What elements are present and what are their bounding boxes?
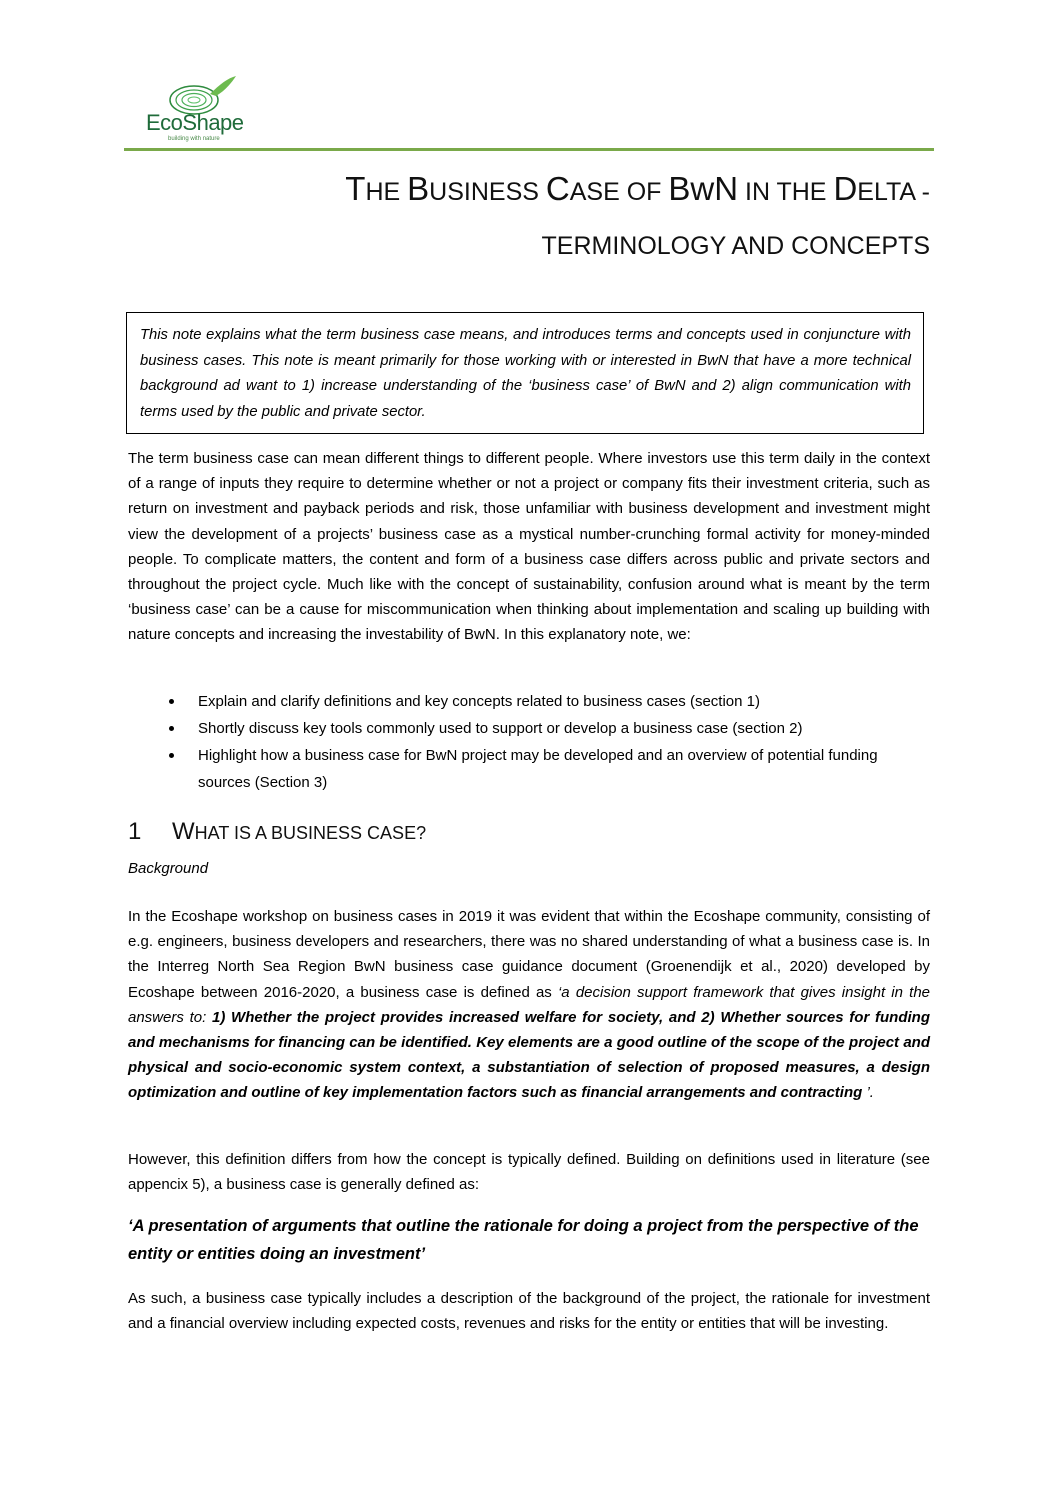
- closing-paragraph: As such, a business case typically includes a description of the background of the project, the rationale for investment and a financial overview including expected costs, revenues and risks for the entity or entities that will be investing.: [128, 1290, 930, 1333]
- ecoshape-logo: [138, 70, 248, 146]
- list-item: Explain and clarify definitions and key concepts related to business cases (section 1): [160, 688, 930, 715]
- logo-tagline: building with nature: [168, 136, 220, 142]
- title-line-1: THE BUSINESS CASE OF BwN IN THE DELTA -: [345, 170, 930, 207]
- logo-wordmark: EcoShape: [146, 110, 244, 135]
- intro-paragraph: The term business case can mean different things to different people. Where investors use this term daily in the context of a range of inputs they require to determine whether or not a project or company fits their investment criteria, such as return on investment and payback periods and risk, those unfamiliar with business development and investment might view the development of a projects’ business case as a mystical number-crunching formal activity for money-minded people. To complicate matters, the content and form of a business case differs across public and private sectors and throughout the project cycle. Much like with the concept of sustainability, confusion around what is meant by the term ‘business case’ can be a cause for miscommunication when thinking about implementation and scaling up building with nature concepts and increasing the investability of BwN. In this explanatory note, we:: [128, 450, 930, 644]
- however-paragraph: However, this definition differs from how the concept is typically defined. Building on definitions used in literature (see appencix 5), a business case is generally defined as:: [128, 1151, 930, 1194]
- section-heading: 1 WHAT IS A BUSINESS CASE?: [128, 818, 427, 845]
- bullet-list: [160, 688, 930, 796]
- definition-quote: ‘A presentation of arguments that outline the rationale for doing a project from the perspective of the entity or entities doing an investment’: [128, 1217, 919, 1263]
- title-line-2: TERMINOLOGY AND CONCEPTS: [541, 232, 930, 260]
- list-item: Shortly discuss key tools commonly used to support or develop a business case (section 2): [160, 715, 930, 742]
- background-label: Background: [128, 860, 209, 877]
- background-paragraph: In the Ecoshape workshop on business cases in 2019 it was evident that within the Ecoshape community, consisting of e.g. engineers, business developers and researchers, there was no shared understanding of what a business case is. In the Interreg North Sea Region BwN business case guidance document (Groenendijk et al., 2020) developed by Ecoshape between 2016-2020, a business case is defined as ‘a decision support framework that gives insight in the answers to: 1) Whether the project provides increased welfare for society, and 2) Whether sources for funding and mechanisms for financing can be identified. Key elements are a good outline of the scope of the project and physical and socio-economic system context, a substantiation of selection of proposed measures, a design optimization and outline of key implementation factors such as financial arrangements and contracting ’.: [128, 908, 930, 1102]
- header-rule: [124, 148, 934, 151]
- list-item: Highlight how a business case for BwN project may be developed and an overview of potential funding sources (Section 3): [160, 742, 930, 796]
- document-title: [345, 162, 930, 273]
- abstract-box: This note explains what the term business case means, and introduces terms and concepts used in conjuncture with business cases. This note is meant primarily for those working with or interested in BwN that have a more technical background ad want to 1) increase understanding of the ‘business case’ of BwN and 2) align communication with terms used by the public and private sector.: [126, 312, 924, 434]
